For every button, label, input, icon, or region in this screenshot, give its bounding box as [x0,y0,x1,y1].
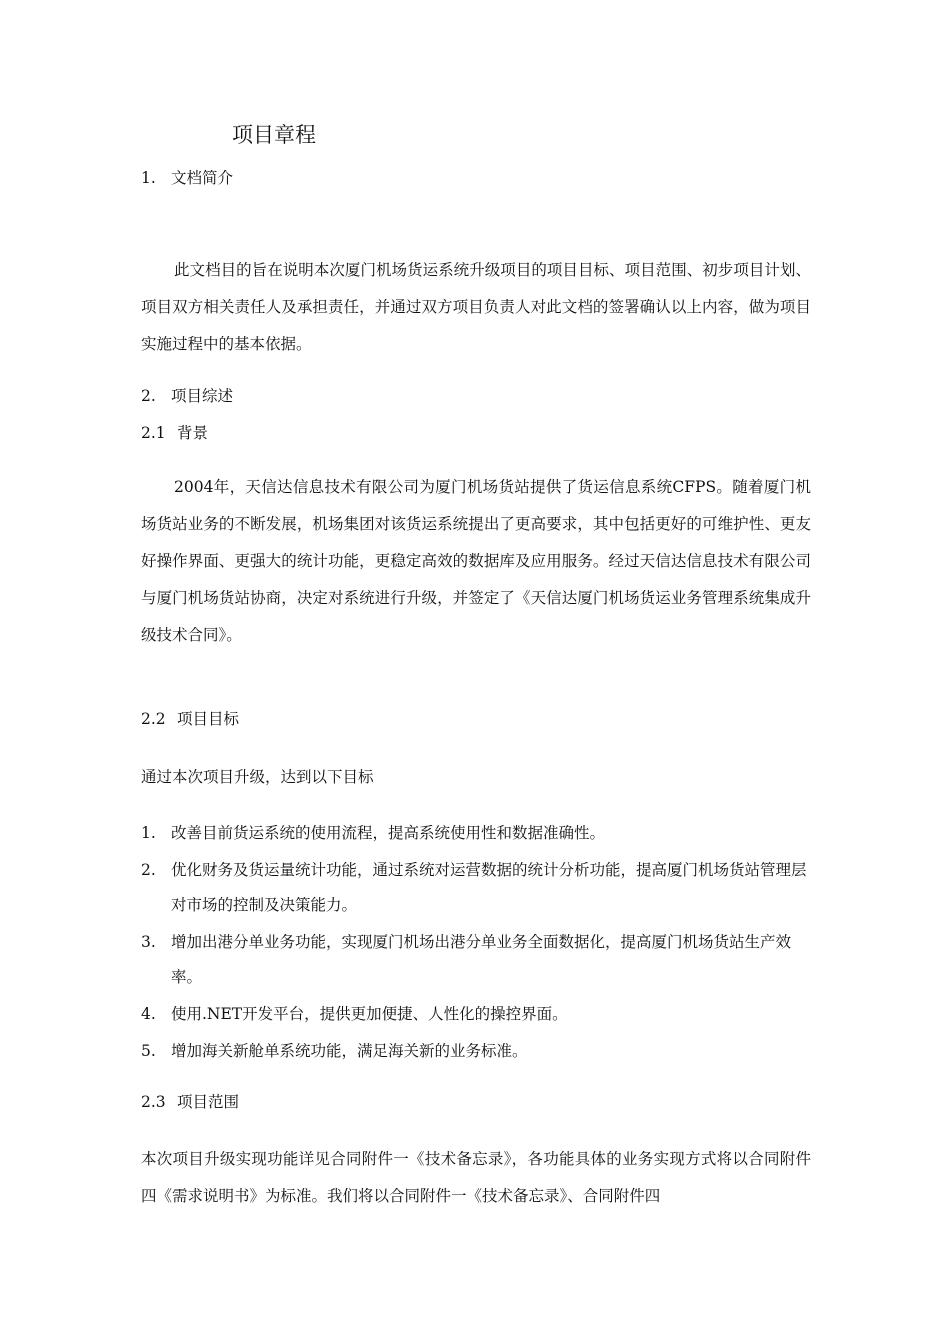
section-number: 2.1 [141,424,166,442]
section-2-heading [141,385,233,407]
list-item [141,816,811,851]
section-1-heading [141,167,233,189]
section-title: 项目范围 [177,1093,240,1111]
section-title: 项目目标 [177,710,240,728]
list-item [141,853,811,923]
list-item-text: 增加出港分单业务功能，实现厦门机场出港分单业务全面数据化，提高厦门机场货站生产效率。 [171,933,792,986]
list-item [141,925,811,995]
section-number: 2.2 [141,710,166,728]
section-title: 项目综述 [171,387,234,405]
section-2-3-heading [141,1091,239,1113]
background-paragraph: 2004年，天信达信息技术有限公司为厦门机场货站提供了货运信息系统CFPS。随着厦门机场货站业务的不断发展，机场集团对该货运系统提出了更高要求，其中包括更好的可维护性、更友好操作界面、更强大的统计功能，更稳定高效的数据库及应用服务。经过天信达信息技术有限公司与厦门机场货站协商，决定对系统进行升级，并签定了《天信达厦门机场货运业务管理系统集成升级技术合同》。 [141,478,811,644]
list-item [141,1034,811,1069]
list-marker: 1. [141,824,156,842]
list-item-text: 增加海关新舱单系统功能，满足海关新的业务标准。 [171,1042,528,1060]
section-title: 文档简介 [171,169,234,187]
section-number: 2.3 [141,1093,166,1111]
list-marker: 3. [141,933,156,951]
list-item-text: 使用.NET开发平台，提供更加便捷、人性化的操控界面。 [171,1005,568,1023]
section-number: 1. [141,169,156,187]
list-item [141,997,811,1032]
list-item-text: 优化财务及货运量统计功能，通过系统对运营数据的统计分析功能，提高厦门机场货站管理层对市场的控制及决策能力。 [171,861,807,914]
section-number: 2. [141,387,156,405]
list-item-text: 改善目前货运系统的使用流程，提高系统使用性和数据准确性。 [171,824,606,842]
list-marker: 4. [141,1005,156,1023]
section-2-1-heading [141,422,208,444]
scope-paragraph: 本次项目升级实现功能详见合同附件一《技术备忘录》，各功能具体的业务实现方式将以合同附件四《需求说明书》为标准。我们将以合同附件一《技术备忘录》、合同附件四 [141,1150,811,1205]
intro-paragraph: 此文档目的旨在说明本次厦门机场货运系统升级项目的项目目标、项目范围、初步项目计划、项目双方相关责任人及承担责任，并通过双方项目负责人对此文档的签署确认以上内容，做为项目实施过程中的基本依据。 [141,261,811,353]
goals-intro: 通过本次项目升级，达到以下目标 [141,768,374,786]
document-title: 项目章程 [232,123,316,147]
list-marker: 5. [141,1042,156,1060]
list-marker: 2. [141,861,156,879]
section-2-2-heading [141,708,239,730]
goals-list [141,816,811,1071]
section-title: 背景 [177,424,209,442]
